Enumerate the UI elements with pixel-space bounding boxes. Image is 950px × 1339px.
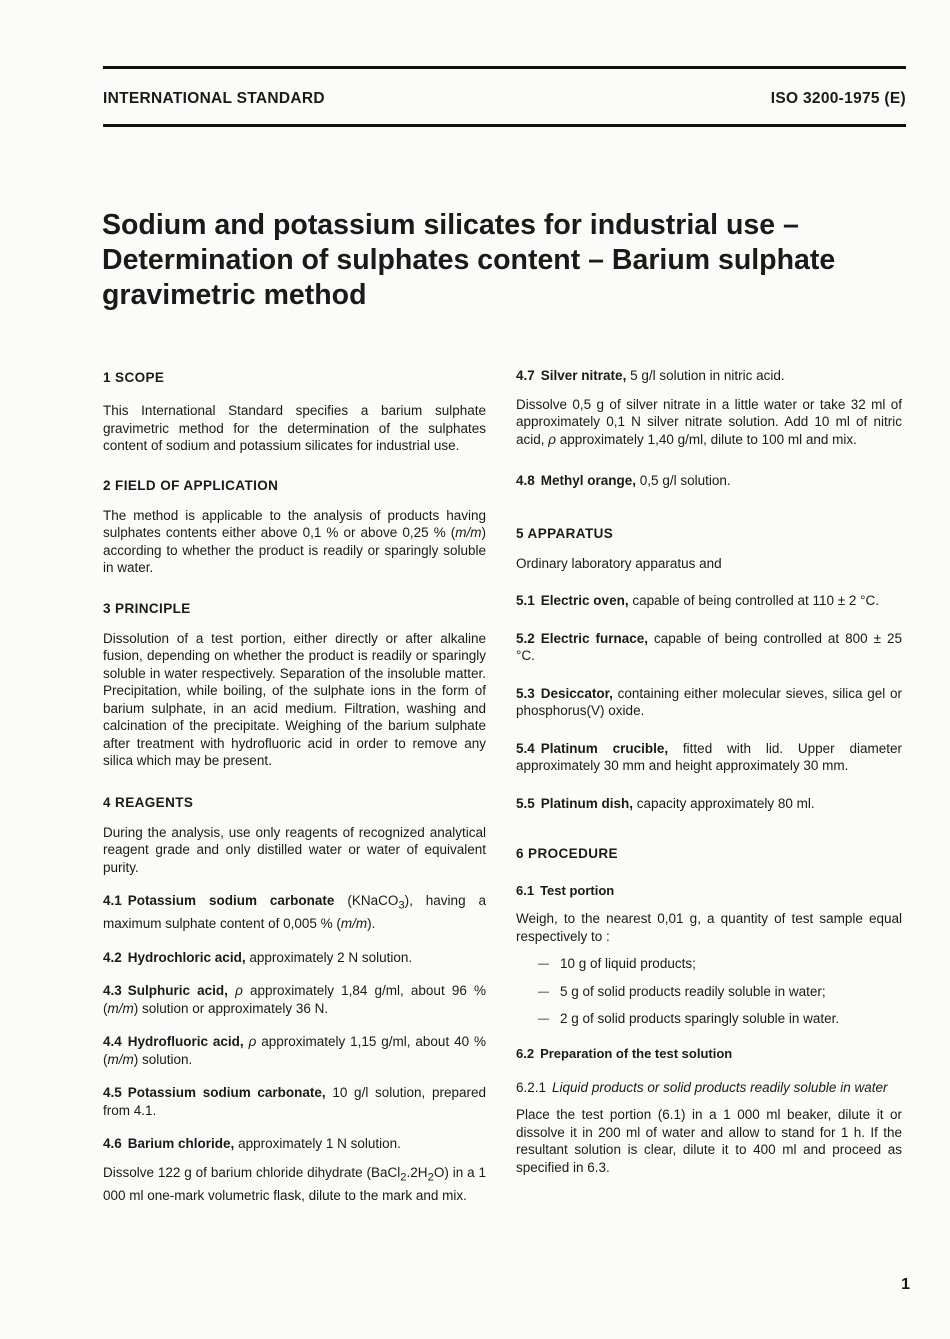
section-apparatus-heading: 5 APPARATUS <box>516 525 614 541</box>
subsection-6-2-1-text: Place the test portion (6.1) in a 1 000 ml beaker, dilute it or dissolve it in 200 ml of water and allow to stand for 1 h. If the resultant solution is clear, dilute it to 400 ml and proceed as specified in 6.3. <box>516 1107 902 1175</box>
header-top-rule <box>103 66 906 69</box>
field-text: The method is applicable to the analysis of products having sulphates contents either above 0,1 % or above 0,25 % (m/m) according to whether the product is readily or sparingly soluble in water. <box>103 507 486 575</box>
section-principle-heading: 3 PRINCIPLE <box>103 600 191 616</box>
principle-text: Dissolution of a test portion, either directly or after alkaline fusion, depending on whether the product is readily or sparingly soluble in water respectively. Separation of the insoluble matter. Precipitation, while boiling, of the sulphate ions in the form of barium sulphate, in an acid medium. Filtration, washing and calcination of the precipitate. Weighing of the barium sulphate after treatment with hydrofluoric acid in order to remove any silica which may be present. <box>103 630 486 768</box>
reagent-4-7-preparation: Dissolve 0,5 g of silver nitrate in a little water or take 32 ml of approximately 0,1 N silver nitrate solution. Add 10 ml of nitric acid, ρ approximately 1,40 g/ml, dilute to 100 ml and mix. <box>516 396 902 447</box>
title-line-2: Determination of sulphates content – Barium sulphate <box>102 244 836 276</box>
reagents-intro: During the analysis, use only reagents of recognized analytical reagent grade and only distilled water or water of equivalent purity. <box>103 824 486 875</box>
section-scope-heading: 1 SCOPE <box>103 370 165 385</box>
list-item: — 10 g of liquid products; <box>516 955 902 973</box>
header-bottom-rule <box>103 124 906 127</box>
apparatus-5-3: 5.3 Desiccator, containing either molecular sieves, silica gel or phosphorus(V) oxide. <box>516 685 902 718</box>
test-portion-text: Weigh, to the nearest 0,01 g, a quantity of test sample equal respectively to : <box>516 911 902 944</box>
left-column <box>103 370 486 1204</box>
standard-number: ISO 3200-1975 (E) <box>770 90 906 107</box>
test-portion-list <box>516 955 902 1028</box>
apparatus-5-4: 5.4 Platinum crucible, fitted with lid. Upper diameter approximately 30 mm and height approximately 30 mm. <box>516 740 902 773</box>
list-item: — 2 g of solid products sparingly soluble in water. <box>516 1010 902 1028</box>
apparatus-5-1: 5.1 Electric oven, capable of being controlled at 110 ± 2 °C. <box>516 593 880 608</box>
title-line-3: gravimetric method <box>102 279 367 311</box>
section-reagents-heading: 4 REAGENTS <box>103 794 194 810</box>
section-procedure-heading: 6 PROCEDURE <box>516 846 618 861</box>
document-type-label: INTERNATIONAL STANDARD <box>103 90 325 107</box>
reagent-4-4: 4.4 Hydrofluoric acid, ρ approximately 1,15 g/ml, about 40 % (m/m) solution. <box>103 1034 486 1067</box>
reagent-4-3: 4.3 Sulphuric acid, ρ approximately 1,84 g/ml, about 96 % (m/m) solution or approximately 36 N. <box>103 983 486 1016</box>
section-field-heading: 2 FIELD OF APPLICATION <box>103 477 279 493</box>
apparatus-intro: Ordinary laboratory apparatus and <box>516 555 722 571</box>
reagent-4-6: 4.6 Barium chloride, approximately 1 N solution. <box>103 1136 401 1152</box>
subsection-6-1-heading: 6.1 Test portion <box>516 883 615 898</box>
scope-text: This International Standard specifies a barium sulphate gravimetric method for the determination of the sulphates content of sodium and potassium silicates for industrial use. <box>103 403 486 453</box>
reagent-4-6-preparation: Dissolve 122 g of barium chloride dihydrate $(BaCl_2.2H_2O)$ in a 1 000 ml one-mark volumetric flask, dilute to the mark and mix. <box>103 1164 486 1203</box>
reagent-4-8: 4.8 Methyl orange, 0,5 g/l solution. <box>516 473 731 488</box>
apparatus-5-2: 5.2 Electric furnace, capable of being controlled at 800 ± 25 °C. <box>516 630 902 663</box>
right-column <box>516 367 902 1176</box>
title-line-1: Sodium and potassium silicates for industrial use – <box>102 209 799 241</box>
reagent-4-2: 4.2 Hydrochloric acid, approximately 2 N solution. <box>103 949 413 965</box>
reagent-4-1: 4.1 Potassium sodium carbonate (KNaCO$_3$), having a maximum sulphate content of 0,005 % (m/m). <box>103 893 486 932</box>
list-item: — 5 g of solid products readily soluble in water; <box>516 983 902 1001</box>
reagent-4-7: 4.7 Silver nitrate, 5 g/l solution in nitric acid. <box>516 368 785 383</box>
reagent-4-5: 4.5 Potassium sodium carbonate, 10 g/l solution, prepared from 4.1. <box>103 1085 486 1118</box>
subsection-6-2-1-heading: 6.2.1 Liquid products or solid products readily soluble in water <box>516 1079 888 1095</box>
apparatus-5-5: 5.5 Platinum dish, capacity approximately 80 ml. <box>516 795 815 811</box>
page-number: 1 <box>901 1276 910 1293</box>
subsection-6-2-heading: 6.2 Preparation of the test solution <box>516 1045 733 1061</box>
document-title <box>102 208 902 313</box>
